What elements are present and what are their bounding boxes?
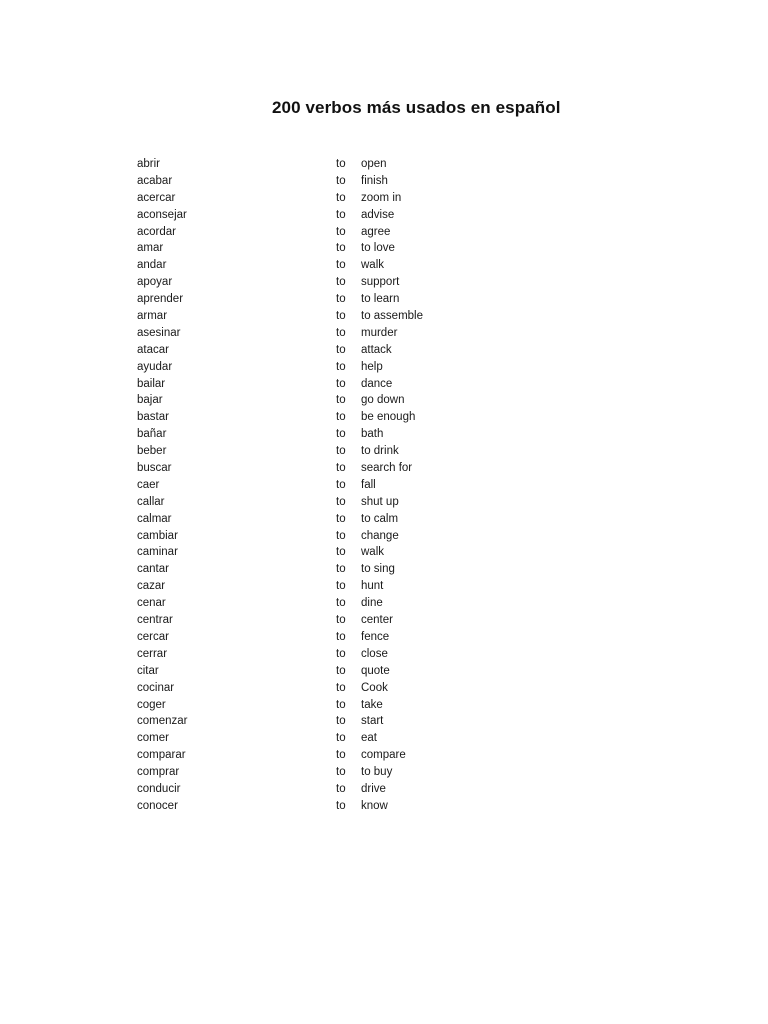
spanish-verb: aprender xyxy=(137,293,184,306)
to-label: to xyxy=(336,495,346,508)
english-translation: to learn xyxy=(361,293,400,306)
english-translation: dine xyxy=(361,597,383,610)
to-label: to xyxy=(336,225,346,238)
to-label: to xyxy=(336,749,346,762)
english-translation: zoom in xyxy=(361,191,402,204)
spanish-verb: cocinar xyxy=(137,681,175,694)
to-label: to xyxy=(336,445,346,458)
to-label: to xyxy=(336,732,346,745)
english-translation: to sing xyxy=(361,563,395,576)
to-label: to xyxy=(336,276,346,289)
english-translation: compare xyxy=(361,749,406,762)
spanish-verb: calmar xyxy=(137,512,172,525)
verb-row xyxy=(137,612,457,629)
english-translation: bath xyxy=(361,428,384,441)
verb-row xyxy=(137,443,457,460)
english-translation: start xyxy=(361,715,384,728)
to-label: to xyxy=(336,546,346,559)
verb-row xyxy=(137,595,457,612)
english-translation: open xyxy=(361,158,387,170)
spanish-verb: caer xyxy=(137,478,160,491)
spanish-verb: conocer xyxy=(137,799,178,812)
spanish-verb: atacar xyxy=(137,343,169,356)
verb-list xyxy=(137,156,457,815)
verb-row xyxy=(137,544,457,561)
english-translation: finish xyxy=(361,174,388,187)
verb-row xyxy=(137,274,457,291)
english-translation: hunt xyxy=(361,580,384,593)
english-translation: to buy xyxy=(361,766,393,779)
to-label: to xyxy=(336,326,346,339)
english-translation: fall xyxy=(361,478,376,491)
verb-row xyxy=(137,764,457,781)
to-label: to xyxy=(336,512,346,525)
spanish-verb: ayudar xyxy=(137,360,173,373)
verb-row xyxy=(137,781,457,798)
verb-row xyxy=(137,325,457,342)
to-label: to xyxy=(336,242,346,255)
verb-row xyxy=(137,713,457,730)
to-label: to xyxy=(336,462,346,475)
verb-row xyxy=(137,156,457,173)
spanish-verb: bajar xyxy=(137,394,163,407)
verb-row xyxy=(137,680,457,697)
spanish-verb: comparar xyxy=(137,749,186,762)
to-label: to xyxy=(336,563,346,576)
english-translation: dance xyxy=(361,377,393,390)
to-label: to xyxy=(336,698,346,711)
to-label: to xyxy=(336,259,346,272)
to-label: to xyxy=(336,799,346,812)
english-translation: close xyxy=(361,647,388,660)
spanish-verb: cazar xyxy=(137,580,166,593)
spanish-verb: cercar xyxy=(137,630,169,643)
spanish-verb: aconsejar xyxy=(137,208,187,221)
spanish-verb: cerrar xyxy=(137,647,168,660)
to-label: to xyxy=(336,174,346,187)
english-translation: help xyxy=(361,360,383,373)
spanish-verb: bañar xyxy=(137,428,167,441)
verb-row xyxy=(137,257,457,274)
verb-row xyxy=(137,409,457,426)
english-translation: to calm xyxy=(361,512,399,525)
spanish-verb: comprar xyxy=(137,766,180,779)
english-translation: to drink xyxy=(361,445,399,458)
verb-row xyxy=(137,376,457,393)
to-label: to xyxy=(336,394,346,407)
english-translation: to assemble xyxy=(361,310,424,323)
verb-row xyxy=(137,224,457,241)
english-translation: be enough xyxy=(361,411,416,424)
verb-row xyxy=(137,561,457,578)
spanish-verb: cambiar xyxy=(137,529,178,542)
to-label: to xyxy=(336,411,346,424)
english-translation: quote xyxy=(361,664,390,677)
verb-row xyxy=(137,646,457,663)
spanish-verb: buscar xyxy=(137,462,172,475)
verb-row xyxy=(137,460,457,477)
english-translation: take xyxy=(361,698,383,711)
spanish-verb: comenzar xyxy=(137,715,188,728)
spanish-verb: cenar xyxy=(137,597,166,610)
english-translation: to love xyxy=(361,242,395,255)
spanish-verb: coger xyxy=(137,698,166,711)
english-translation: eat xyxy=(361,732,377,745)
spanish-verb: amar xyxy=(137,242,164,255)
to-label: to xyxy=(336,343,346,356)
to-label: to xyxy=(336,630,346,643)
verb-row xyxy=(137,190,457,207)
spanish-verb: comer xyxy=(137,732,169,745)
to-label: to xyxy=(336,428,346,441)
to-label: to xyxy=(336,478,346,491)
verb-row xyxy=(137,477,457,494)
english-translation: go down xyxy=(361,394,405,407)
verb-row xyxy=(137,629,457,646)
spanish-verb: armar xyxy=(137,310,168,323)
english-translation: advise xyxy=(361,208,395,221)
to-label: to xyxy=(336,580,346,593)
verb-row xyxy=(137,426,457,443)
verb-row xyxy=(137,798,457,815)
spanish-verb: cantar xyxy=(137,563,169,576)
verb-row xyxy=(137,173,457,190)
document-title: 200 verbos más usados en español xyxy=(272,98,561,117)
spanish-verb: conducir xyxy=(137,782,181,795)
spanish-verb: acercar xyxy=(137,191,176,204)
to-label: to xyxy=(336,158,346,170)
spanish-verb: beber xyxy=(137,445,167,458)
english-translation: walk xyxy=(361,259,385,272)
verb-row xyxy=(137,578,457,595)
english-translation: center xyxy=(361,614,393,627)
verb-row xyxy=(137,359,457,376)
english-translation: agree xyxy=(361,225,391,238)
spanish-verb: citar xyxy=(137,664,159,677)
english-translation: murder xyxy=(361,326,398,339)
to-label: to xyxy=(336,647,346,660)
spanish-verb: bastar xyxy=(137,411,169,424)
english-translation: fence xyxy=(361,630,390,643)
to-label: to xyxy=(336,360,346,373)
to-label: to xyxy=(336,191,346,204)
verb-row xyxy=(137,747,457,764)
english-translation: support xyxy=(361,276,400,289)
spanish-verb: centrar xyxy=(137,614,173,627)
spanish-verb: callar xyxy=(137,495,165,508)
to-label: to xyxy=(336,310,346,323)
verb-row xyxy=(137,730,457,747)
verb-row xyxy=(137,392,457,409)
verb-row xyxy=(137,308,457,325)
to-label: to xyxy=(336,377,346,390)
verb-row xyxy=(137,511,457,528)
spanish-verb: acabar xyxy=(137,174,173,187)
spanish-verb: abrir xyxy=(137,158,161,170)
verb-row xyxy=(137,494,457,511)
to-label: to xyxy=(336,208,346,221)
to-label: to xyxy=(336,681,346,694)
english-translation: walk xyxy=(361,546,385,559)
to-label: to xyxy=(336,766,346,779)
english-translation: Cook xyxy=(361,681,388,694)
english-translation: drive xyxy=(361,782,386,795)
verb-row xyxy=(137,342,457,359)
to-label: to xyxy=(336,597,346,610)
verb-row xyxy=(137,528,457,545)
to-label: to xyxy=(336,664,346,677)
to-label: to xyxy=(336,614,346,627)
to-label: to xyxy=(336,529,346,542)
to-label: to xyxy=(336,293,346,306)
spanish-verb: acordar xyxy=(137,225,176,238)
verb-row xyxy=(137,663,457,680)
english-translation: search for xyxy=(361,462,413,475)
english-translation: change xyxy=(361,529,399,542)
spanish-verb: andar xyxy=(137,259,167,272)
verb-row xyxy=(137,291,457,308)
spanish-verb: apoyar xyxy=(137,276,173,289)
spanish-verb: caminar xyxy=(137,546,178,559)
spanish-verb: bailar xyxy=(137,377,166,390)
spanish-verb: asesinar xyxy=(137,326,181,339)
verb-row xyxy=(137,240,457,257)
to-label: to xyxy=(336,782,346,795)
english-translation: attack xyxy=(361,343,392,356)
verb-row xyxy=(137,697,457,714)
to-label: to xyxy=(336,715,346,728)
english-translation: shut up xyxy=(361,495,399,508)
english-translation: know xyxy=(361,799,388,812)
verb-row xyxy=(137,207,457,224)
